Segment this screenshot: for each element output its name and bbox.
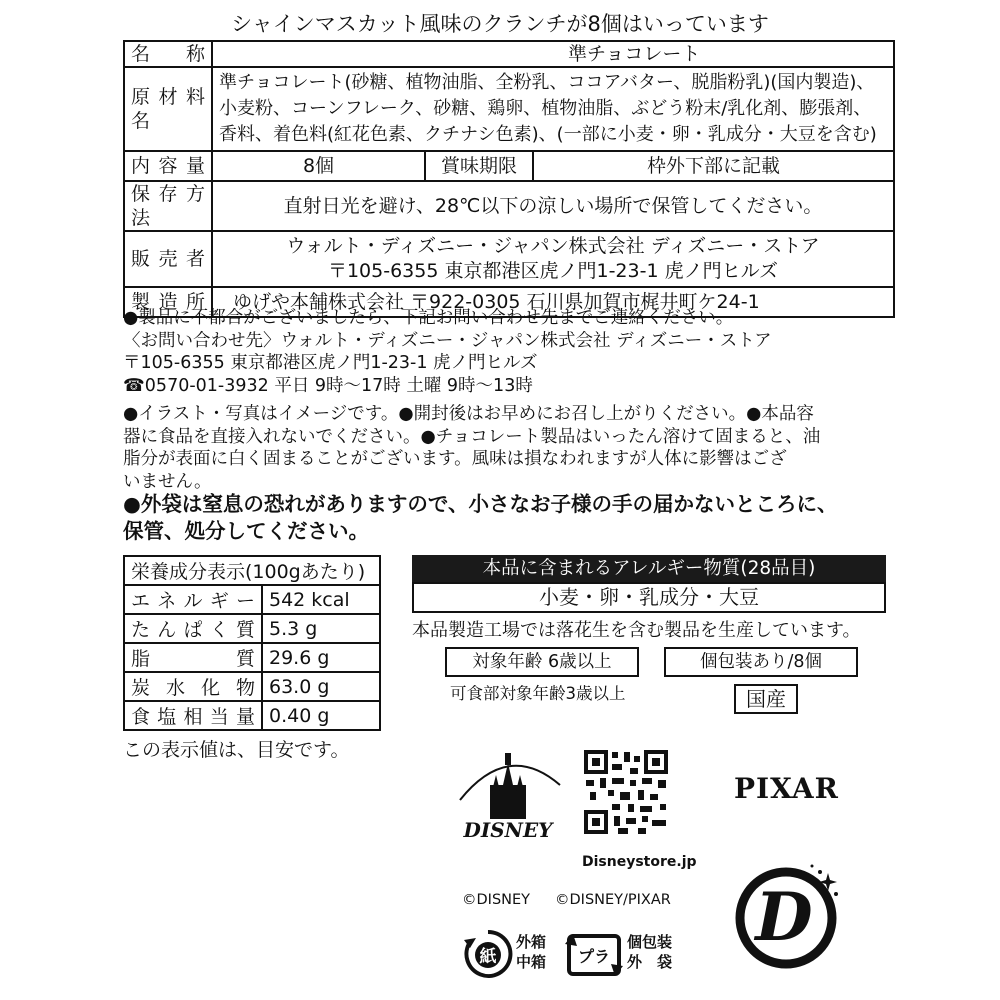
- copyright-disney: ©DISNEY: [462, 892, 531, 908]
- storage-label: 保存方法: [124, 181, 212, 231]
- nutrition-value: 542 kcal: [262, 585, 380, 614]
- age-target: 対象年齢 6歳以上: [445, 647, 639, 677]
- origin-japan: 国産: [734, 684, 798, 714]
- allergy-items: 小麦・卵・乳成分・大豆: [412, 582, 886, 613]
- headline: シャインマスカット風味のクランチが8個はいっています: [231, 12, 769, 36]
- svg-text:D: D: [755, 878, 813, 956]
- storage-value: 直射日光を避け、28℃以下の涼しい場所で保管してください。: [212, 181, 894, 231]
- svg-text:プラ: プラ: [577, 947, 611, 966]
- product-spec-table: [123, 40, 895, 318]
- nutrition-label: 脂質: [124, 643, 262, 672]
- contact-info: ●製品に不都合がございましたら、下記お問い合わせ先までご連絡ください。 〈お問い合わせ先〉ウォルト・ディズニー・ジャパン株式会社 ディズニー・ストア 〒105-6355 東京都港区虎ノ門1-23-1 虎ノ門ヒルズ ☎0570-01-3932 平日 9時〜17時 土曜 9時〜13時: [123, 308, 772, 396]
- suffocation-warning: ●外袋は窒息の恐れがありますので、小さなお子様の手の届かないところに、 保管、処分してください。: [123, 492, 838, 543]
- nutrition-label: たんぱく質: [124, 614, 262, 643]
- nutrition-value: 29.6 g: [262, 643, 380, 672]
- individual-pack: 個包装あり/8個: [664, 647, 858, 677]
- nutrition-label: エネルギー: [124, 585, 262, 614]
- disney-wordmark: DISNEY: [463, 818, 553, 842]
- content-value: 8個: [212, 151, 425, 181]
- paper-recycle-icon: [462, 928, 514, 980]
- nutrition-label: 炭水化物: [124, 672, 262, 701]
- nutrition-label: 食塩相当量: [124, 701, 262, 730]
- copyright-disney-pixar: ©DISNEY/PIXAR: [555, 892, 671, 908]
- nutrition-note: この表示値は、目安です。: [123, 739, 350, 761]
- ingredients-label: 原材料名: [124, 67, 212, 151]
- allergy-box: [412, 555, 886, 613]
- content-label: 内容量: [124, 151, 212, 181]
- caution-notes: ●イラスト・写真はイメージです。●開封後はお早めにお召し上がりください。●本品容 器に食品を直接入れないでください。●チョコレート製品はいったん溶けて固まると、油 脂分が表面に白く固まることがございます。風味は損なわれますが人体に影響はござ いません。: [123, 404, 821, 492]
- nutrition-value: 0.40 g: [262, 701, 380, 730]
- allergy-title: 本品に含まれるアレルギー物質(28品目): [412, 555, 886, 582]
- nutrition-title: 栄養成分表示(100gあたり): [124, 556, 380, 585]
- factory-note: 本品製造工場では落花生を含む製品を生産しています。: [412, 620, 861, 641]
- plastic-recycle-icon: [565, 930, 623, 980]
- nutrition-value: 5.3 g: [262, 614, 380, 643]
- name-value: 準チョコレート: [212, 41, 894, 67]
- ingredients-value: 準チョコレート(砂糖、植物油脂、全粉乳、ココアバター、脱脂粉乳)(国内製造)、 小麦粉、コーンフレーク、砂糖、鶏卵、植物油脂、ぶどう粉末/乳化剤、膨張剤、 香料、着色料(紅花色素、クチナシ色素)、(一部に小麦・卵・乳成分・大豆を含む): [212, 67, 894, 151]
- expiry-label: 賞味期限: [425, 151, 533, 181]
- paper-recycle-label: 外箱 中箱: [516, 933, 547, 971]
- expiry-value: 枠外下部に記載: [533, 151, 894, 181]
- name-label: 名称: [124, 41, 212, 67]
- nutrition-table: [123, 555, 381, 731]
- seller-label: 販売者: [124, 231, 212, 287]
- maker-label: 製造所: [124, 287, 212, 317]
- nutrition-value: 63.0 g: [262, 672, 380, 701]
- disney-castle-logo: [448, 745, 568, 845]
- seller-value: ウォルト・ディズニー・ジャパン株式会社 ディズニー・ストア 〒105-6355 東京都港区虎ノ門1-23-1 虎ノ門ヒルズ: [212, 231, 894, 287]
- pixar-logo: PIXAR: [734, 772, 839, 805]
- disney-d-logo: [728, 860, 858, 970]
- age-edible: 可食部対象年齢3歳以上: [450, 684, 626, 703]
- disney-store-url[interactable]: Disneystore.jp: [582, 854, 697, 870]
- plastic-recycle-label: 個包装 外 袋: [627, 933, 673, 971]
- svg-text:紙: 紙: [479, 947, 497, 967]
- qr-code[interactable]: [582, 748, 670, 836]
- maker-value: ゆげや本舗株式会社 〒922-0305 石川県加賀市梶井町ケ24-1: [212, 287, 894, 317]
